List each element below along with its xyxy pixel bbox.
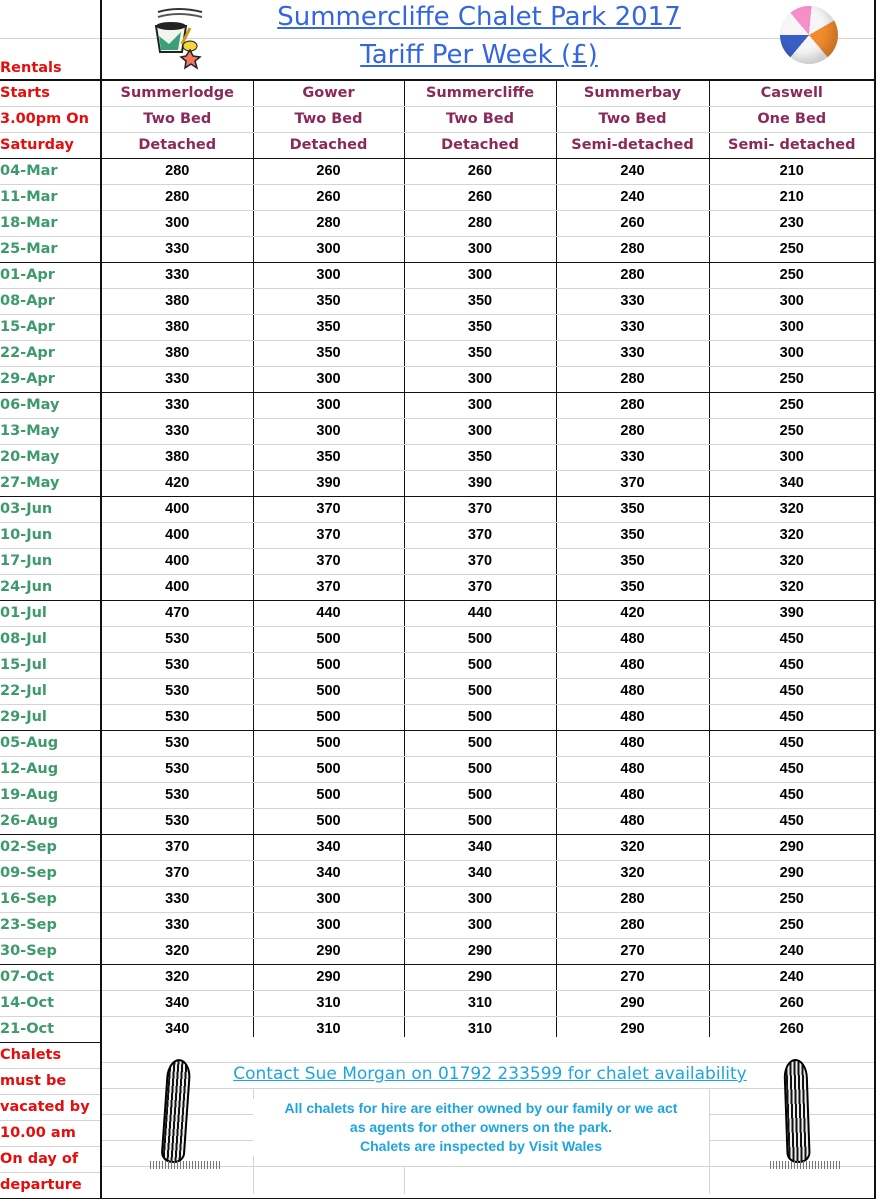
price-cell: 370: [101, 860, 253, 886]
week-start-date: 21-Oct: [0, 1016, 101, 1042]
week-start-date: 30-Sep: [0, 938, 101, 964]
table-row: [0, 730, 875, 756]
price-cell: 500: [404, 678, 556, 704]
price-cell: 350: [556, 522, 709, 548]
vacate-notice-line: must be: [0, 1068, 101, 1094]
price-cell: 480: [556, 808, 709, 834]
price-cell: 480: [556, 652, 709, 678]
price-cell: 310: [253, 990, 404, 1016]
price-cell: 290: [253, 964, 404, 990]
price-cell: 530: [101, 678, 253, 704]
week-start-date: 02-Sep: [0, 834, 101, 860]
price-cell: 480: [556, 678, 709, 704]
price-cell: 320: [101, 964, 253, 990]
table-row: [0, 886, 875, 912]
price-cell: 450: [709, 782, 875, 808]
price-cell: 350: [253, 314, 404, 340]
week-start-date: 12-Aug: [0, 756, 101, 782]
vacate-notice-line: On day of: [0, 1146, 101, 1172]
price-cell: 500: [404, 652, 556, 678]
week-start-date: 03-Jun: [0, 496, 101, 522]
price-cell: 280: [556, 912, 709, 938]
table-row: [0, 444, 875, 470]
price-cell: 340: [404, 834, 556, 860]
week-start-date: 04-Mar: [0, 158, 101, 184]
price-cell: 480: [556, 730, 709, 756]
table-row: [0, 496, 875, 522]
beds-summerbay: Two Bed: [556, 106, 709, 132]
price-cell: 280: [101, 158, 253, 184]
price-cell: 500: [253, 756, 404, 782]
table-row: [0, 236, 875, 262]
price-cell: 330: [101, 236, 253, 262]
price-cell: 250: [709, 392, 875, 418]
table-row: [0, 418, 875, 444]
table-row: [0, 548, 875, 574]
week-start-date: 05-Aug: [0, 730, 101, 756]
table-row: [0, 912, 875, 938]
price-cell: 280: [556, 886, 709, 912]
price-cell: 300: [253, 262, 404, 288]
price-cell: 400: [101, 496, 253, 522]
vacate-notice-line: Chalets: [0, 1042, 101, 1068]
footer-area: [102, 1037, 874, 1194]
price-cell: 240: [556, 158, 709, 184]
column-header-gower: Gower: [253, 80, 404, 107]
price-cell: 300: [101, 210, 253, 236]
week-start-date: 29-Jul: [0, 704, 101, 730]
price-cell: 500: [404, 782, 556, 808]
price-cell: 310: [404, 990, 556, 1016]
price-cell: 500: [404, 730, 556, 756]
table-row: [0, 158, 875, 184]
price-cell: 300: [709, 340, 875, 366]
price-cell: 300: [709, 444, 875, 470]
week-start-date: 14-Oct: [0, 990, 101, 1016]
table-row: [0, 600, 875, 626]
week-start-date: 24-Jun: [0, 574, 101, 600]
price-cell: 300: [253, 392, 404, 418]
price-cell: 250: [709, 912, 875, 938]
header-row-type: [0, 132, 875, 158]
price-cell: 320: [101, 938, 253, 964]
price-cell: 350: [556, 548, 709, 574]
table-row: [0, 340, 875, 366]
price-cell: 420: [101, 470, 253, 496]
price-cell: 400: [101, 574, 253, 600]
type-summerbay: Semi-detached: [556, 132, 709, 158]
price-cell: 390: [404, 470, 556, 496]
price-cell: 250: [709, 366, 875, 392]
price-cell: 230: [709, 210, 875, 236]
table-row: [0, 678, 875, 704]
price-cell: 260: [709, 1016, 875, 1042]
price-cell: 260: [709, 990, 875, 1016]
price-cell: 480: [556, 626, 709, 652]
table-row: [0, 522, 875, 548]
price-cell: 300: [709, 288, 875, 314]
price-cell: 480: [556, 782, 709, 808]
vacate-notice-line: vacated by: [0, 1094, 101, 1120]
table-row: [0, 314, 875, 340]
price-cell: 290: [404, 964, 556, 990]
table-row: [0, 964, 875, 990]
table-row: [0, 574, 875, 600]
price-cell: 310: [404, 1016, 556, 1042]
price-cell: 370: [253, 496, 404, 522]
price-cell: 350: [556, 574, 709, 600]
beds-summercliffe: Two Bed: [404, 106, 556, 132]
price-cell: 280: [404, 210, 556, 236]
price-cell: 290: [556, 1016, 709, 1042]
price-cell: 260: [404, 184, 556, 210]
week-start-date: 18-Mar: [0, 210, 101, 236]
price-cell: 340: [101, 990, 253, 1016]
price-cell: 260: [404, 158, 556, 184]
starts-label: Starts: [0, 80, 101, 107]
price-cell: 500: [404, 704, 556, 730]
price-cell: 350: [253, 340, 404, 366]
beds-gower: Two Bed: [253, 106, 404, 132]
price-cell: 350: [404, 314, 556, 340]
price-cell: 370: [101, 834, 253, 860]
price-cell: 440: [404, 600, 556, 626]
price-cell: 370: [404, 496, 556, 522]
note-line: as agents for other owners on the park.: [349, 1119, 613, 1135]
price-cell: 290: [709, 834, 875, 860]
price-cell: 450: [709, 626, 875, 652]
table-row: [0, 366, 875, 392]
note-line: Chalets are inspected by Visit Wales: [360, 1138, 602, 1154]
table-row: [0, 704, 875, 730]
table-row: [0, 210, 875, 236]
price-cell: 330: [101, 418, 253, 444]
header-row-names: [0, 80, 875, 107]
price-cell: 500: [404, 626, 556, 652]
table-row: [0, 288, 875, 314]
price-cell: 330: [556, 444, 709, 470]
week-start-date: 22-Apr: [0, 340, 101, 366]
price-cell: 530: [101, 730, 253, 756]
price-cell: 300: [404, 236, 556, 262]
price-cell: 290: [556, 990, 709, 1016]
table-row: [0, 808, 875, 834]
price-cell: 350: [253, 288, 404, 314]
beach-ball-icon: [780, 6, 838, 64]
week-start-date: 06-May: [0, 392, 101, 418]
price-cell: 500: [253, 730, 404, 756]
beds-summerlodge: Two Bed: [101, 106, 253, 132]
price-cell: 450: [709, 678, 875, 704]
price-cell: 250: [709, 418, 875, 444]
price-cell: 330: [101, 262, 253, 288]
table-row: [0, 626, 875, 652]
week-start-date: 23-Sep: [0, 912, 101, 938]
price-cell: 210: [709, 184, 875, 210]
price-cell: 480: [556, 756, 709, 782]
time-label: 3.00pm On: [0, 106, 101, 132]
price-cell: 450: [709, 756, 875, 782]
price-cell: 290: [253, 938, 404, 964]
price-cell: 280: [101, 184, 253, 210]
price-cell: 300: [404, 392, 556, 418]
price-cell: 530: [101, 782, 253, 808]
price-cell: 240: [556, 184, 709, 210]
price-cell: 250: [709, 236, 875, 262]
price-cell: 330: [556, 314, 709, 340]
rentals-label: Rentals: [0, 38, 101, 80]
price-cell: 280: [556, 366, 709, 392]
type-caswell: Semi- detached: [709, 132, 875, 158]
price-cell: 300: [404, 418, 556, 444]
table-row: [0, 470, 875, 496]
price-cell: 330: [101, 912, 253, 938]
table-row: [0, 860, 875, 886]
price-cell: 340: [253, 834, 404, 860]
table-row: [0, 938, 875, 964]
price-cell: 440: [253, 600, 404, 626]
price-cell: 300: [404, 366, 556, 392]
price-cell: 270: [556, 938, 709, 964]
beds-caswell: One Bed: [709, 106, 875, 132]
price-cell: 370: [556, 470, 709, 496]
price-cell: 370: [253, 548, 404, 574]
price-cell: 320: [709, 522, 875, 548]
price-cell: 250: [709, 886, 875, 912]
column-header-summerbay: Summerbay: [556, 80, 709, 107]
price-cell: 300: [253, 912, 404, 938]
column-header-summercliffe: Summercliffe: [404, 80, 556, 107]
week-start-date: 19-Aug: [0, 782, 101, 808]
surfboard-icon: [783, 1059, 811, 1164]
price-cell: 530: [101, 652, 253, 678]
price-cell: 470: [101, 600, 253, 626]
price-cell: 300: [253, 418, 404, 444]
table-row: [0, 184, 875, 210]
price-cell: 320: [709, 574, 875, 600]
price-cell: 400: [101, 522, 253, 548]
week-start-date: 25-Mar: [0, 236, 101, 262]
price-cell: 300: [253, 366, 404, 392]
week-start-date: 15-Jul: [0, 652, 101, 678]
price-cell: 330: [101, 886, 253, 912]
week-start-date: 27-May: [0, 470, 101, 496]
price-cell: 390: [709, 600, 875, 626]
price-cell: 330: [556, 288, 709, 314]
price-cell: 350: [253, 444, 404, 470]
price-cell: 320: [709, 548, 875, 574]
price-cell: 330: [101, 392, 253, 418]
price-cell: 500: [253, 704, 404, 730]
price-cell: 260: [556, 210, 709, 236]
price-cell: 500: [253, 652, 404, 678]
table-row: [0, 782, 875, 808]
price-cell: 500: [253, 808, 404, 834]
left-label: [0, 0, 101, 38]
price-cell: 340: [709, 470, 875, 496]
price-cell: 350: [556, 496, 709, 522]
table-row: [0, 392, 875, 418]
price-cell: 280: [556, 392, 709, 418]
price-cell: 370: [253, 522, 404, 548]
page-title: Summercliffe Chalet Park 2017: [277, 2, 681, 32]
price-cell: 380: [101, 444, 253, 470]
table-row: [0, 652, 875, 678]
type-gower: Detached: [253, 132, 404, 158]
price-cell: 280: [253, 210, 404, 236]
beach-bucket-icon: [150, 4, 212, 74]
price-cell: 300: [709, 314, 875, 340]
week-start-date: 22-Jul: [0, 678, 101, 704]
page-subtitle: Tariff Per Week (£): [360, 40, 598, 70]
price-cell: 340: [404, 860, 556, 886]
week-start-date: 26-Aug: [0, 808, 101, 834]
price-cell: 370: [253, 574, 404, 600]
price-cell: 530: [101, 756, 253, 782]
price-cell: 300: [253, 886, 404, 912]
price-cell: 310: [253, 1016, 404, 1042]
price-cell: 330: [101, 366, 253, 392]
price-cell: 370: [404, 574, 556, 600]
price-cell: 500: [253, 626, 404, 652]
table-row: [0, 756, 875, 782]
type-summerlodge: Detached: [101, 132, 253, 158]
price-cell: 260: [253, 184, 404, 210]
header-row-beds: [0, 106, 875, 132]
table-row: [0, 262, 875, 288]
day-label: Saturday: [0, 132, 101, 158]
price-cell: 420: [556, 600, 709, 626]
price-cell: 290: [709, 860, 875, 886]
surfboard-icon: [160, 1058, 191, 1163]
price-cell: 290: [404, 938, 556, 964]
info-note: [253, 1099, 709, 1156]
price-cell: 450: [709, 730, 875, 756]
vacate-notice-line: departure: [0, 1172, 101, 1198]
price-cell: 390: [253, 470, 404, 496]
price-cell: 300: [253, 236, 404, 262]
price-cell: 400: [101, 548, 253, 574]
week-start-date: 15-Apr: [0, 314, 101, 340]
table-row: [0, 834, 875, 860]
price-cell: 210: [709, 158, 875, 184]
week-start-date: 01-Apr: [0, 262, 101, 288]
week-start-date: 17-Jun: [0, 548, 101, 574]
vacate-notice-line: 10.00 am: [0, 1120, 101, 1146]
contact-link[interactable]: Contact Sue Morgan on 01792 233599 for chalet availability: [233, 1064, 747, 1084]
week-start-date: 08-Apr: [0, 288, 101, 314]
title-area: [102, 0, 874, 76]
price-cell: 450: [709, 652, 875, 678]
week-start-date: 13-May: [0, 418, 101, 444]
price-cell: 500: [404, 808, 556, 834]
price-cell: 350: [404, 288, 556, 314]
column-header-caswell: Caswell: [709, 80, 875, 107]
price-cell: 280: [556, 262, 709, 288]
price-cell: 340: [253, 860, 404, 886]
price-cell: 380: [101, 314, 253, 340]
price-cell: 370: [404, 548, 556, 574]
price-cell: 530: [101, 808, 253, 834]
price-cell: 500: [404, 756, 556, 782]
note-line: All chalets for hire are either owned by our family or we act: [284, 1100, 678, 1116]
price-cell: 320: [556, 860, 709, 886]
price-cell: 380: [101, 288, 253, 314]
price-cell: 350: [404, 444, 556, 470]
price-cell: 380: [101, 340, 253, 366]
price-cell: 530: [101, 704, 253, 730]
week-start-date: 16-Sep: [0, 886, 101, 912]
week-start-date: 08-Jul: [0, 626, 101, 652]
table-row: [0, 990, 875, 1016]
week-start-date: 10-Jun: [0, 522, 101, 548]
week-start-date: 20-May: [0, 444, 101, 470]
price-cell: 330: [556, 340, 709, 366]
price-cell: 300: [404, 262, 556, 288]
price-cell: 270: [556, 964, 709, 990]
price-cell: 320: [709, 496, 875, 522]
price-cell: 500: [253, 678, 404, 704]
price-cell: 500: [253, 782, 404, 808]
price-cell: 320: [556, 834, 709, 860]
price-cell: 300: [404, 912, 556, 938]
price-cell: 300: [404, 886, 556, 912]
week-start-date: 11-Mar: [0, 184, 101, 210]
type-summercliffe: Detached: [404, 132, 556, 158]
price-cell: 480: [556, 704, 709, 730]
price-cell: 450: [709, 808, 875, 834]
price-cell: 250: [709, 262, 875, 288]
price-cell: 280: [556, 236, 709, 262]
price-cell: 240: [709, 938, 875, 964]
price-cell: 240: [709, 964, 875, 990]
week-start-date: 01-Jul: [0, 600, 101, 626]
price-cell: 450: [709, 704, 875, 730]
price-cell: 280: [556, 418, 709, 444]
week-start-date: 09-Sep: [0, 860, 101, 886]
price-cell: 370: [404, 522, 556, 548]
week-start-date: 29-Apr: [0, 366, 101, 392]
column-header-summerlodge: Summerlodge: [101, 80, 253, 107]
price-cell: 530: [101, 626, 253, 652]
week-start-date: 07-Oct: [0, 964, 101, 990]
price-cell: 260: [253, 158, 404, 184]
price-cell: 350: [404, 340, 556, 366]
price-cell: 340: [101, 1016, 253, 1042]
